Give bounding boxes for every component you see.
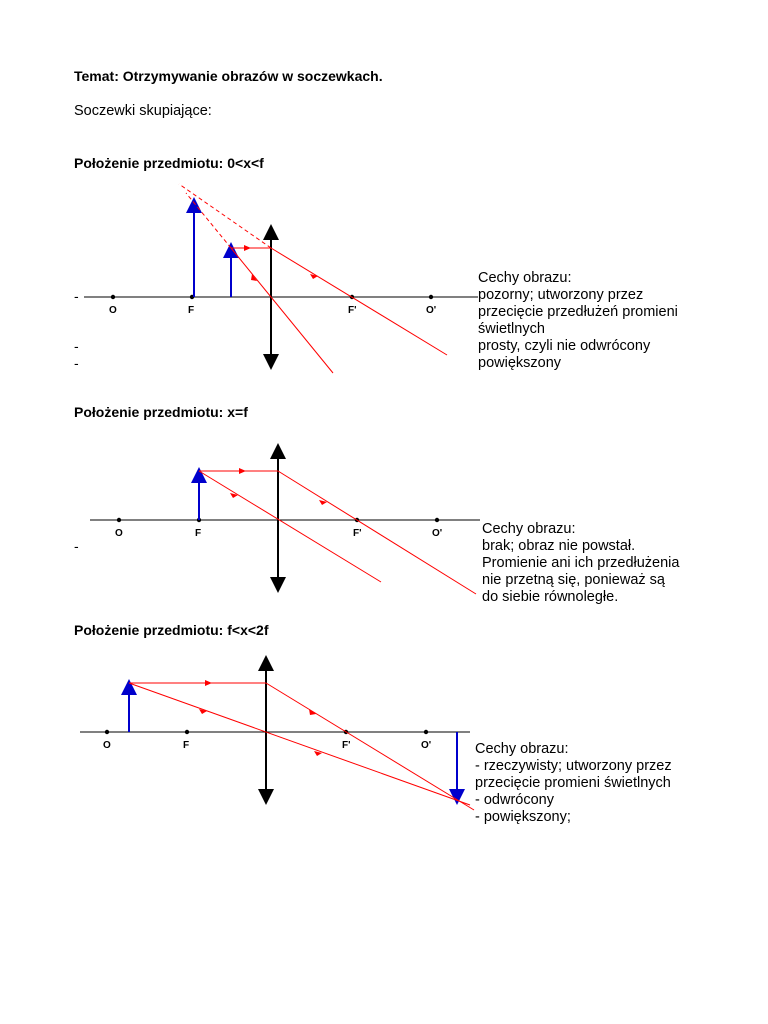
point-f bbox=[185, 730, 189, 734]
features-line: prosty, czyli nie odwrócony bbox=[478, 338, 651, 354]
label-f: F bbox=[195, 528, 202, 539]
point-o-prime bbox=[424, 730, 428, 734]
label-o-prime: O' bbox=[421, 740, 432, 751]
label-o: O bbox=[115, 528, 123, 539]
features-line: Cechy obrazu: bbox=[478, 270, 572, 286]
image-features-3 bbox=[475, 741, 672, 826]
features-line: nie przetną się, ponieważ są bbox=[482, 572, 665, 588]
features-line: brak; obraz nie powstał. bbox=[482, 538, 636, 554]
label-o-prime: O' bbox=[432, 528, 443, 539]
point-o bbox=[105, 730, 109, 734]
label-o-prime: O' bbox=[426, 305, 437, 316]
section-2-heading: Położenie przedmiotu: x=f bbox=[74, 404, 248, 420]
dash: - bbox=[74, 538, 79, 554]
label-f: F bbox=[188, 305, 195, 316]
section-3-heading: Położenie przedmiotu: f<x<2f bbox=[74, 622, 269, 638]
page-title: Temat: Otrzymywanie obrazów w soczewkach. bbox=[74, 68, 383, 84]
features-line: Cechy obrazu: bbox=[475, 741, 569, 757]
features-line: Promienie ani ich przedłużenia bbox=[482, 555, 680, 571]
label-f-prime: F' bbox=[348, 305, 357, 316]
label-o: O bbox=[103, 740, 111, 751]
features-line: przecięcie przedłużeń promieni bbox=[478, 304, 678, 320]
ray-refracted bbox=[266, 683, 474, 810]
features-line: Cechy obrazu: bbox=[482, 521, 576, 537]
label-f: F bbox=[183, 740, 190, 751]
features-line: do siebie równoległe. bbox=[482, 589, 619, 605]
dash: - bbox=[74, 338, 79, 354]
features-line: świetlnych bbox=[478, 321, 545, 337]
section-1-heading: Położenie przedmiotu: 0<x<f bbox=[74, 155, 264, 171]
ray-center bbox=[129, 683, 470, 805]
dash: - bbox=[74, 355, 79, 371]
features-line: pozorny; utworzony przez bbox=[478, 287, 644, 303]
features-line: - powiększony; bbox=[475, 809, 571, 825]
label-f-prime: F' bbox=[353, 528, 362, 539]
features-line: przecięcie promieni świetlnych bbox=[475, 775, 671, 791]
subtitle: Soczewki skupiające: bbox=[74, 103, 212, 119]
label-o: O bbox=[109, 305, 117, 316]
label-f-prime: F' bbox=[342, 740, 351, 751]
features-line: powiększony bbox=[478, 355, 562, 371]
features-line: - odwrócony bbox=[475, 792, 554, 808]
features-line: - rzeczywisty; utworzony przez bbox=[475, 758, 672, 774]
dash: - bbox=[74, 288, 79, 304]
